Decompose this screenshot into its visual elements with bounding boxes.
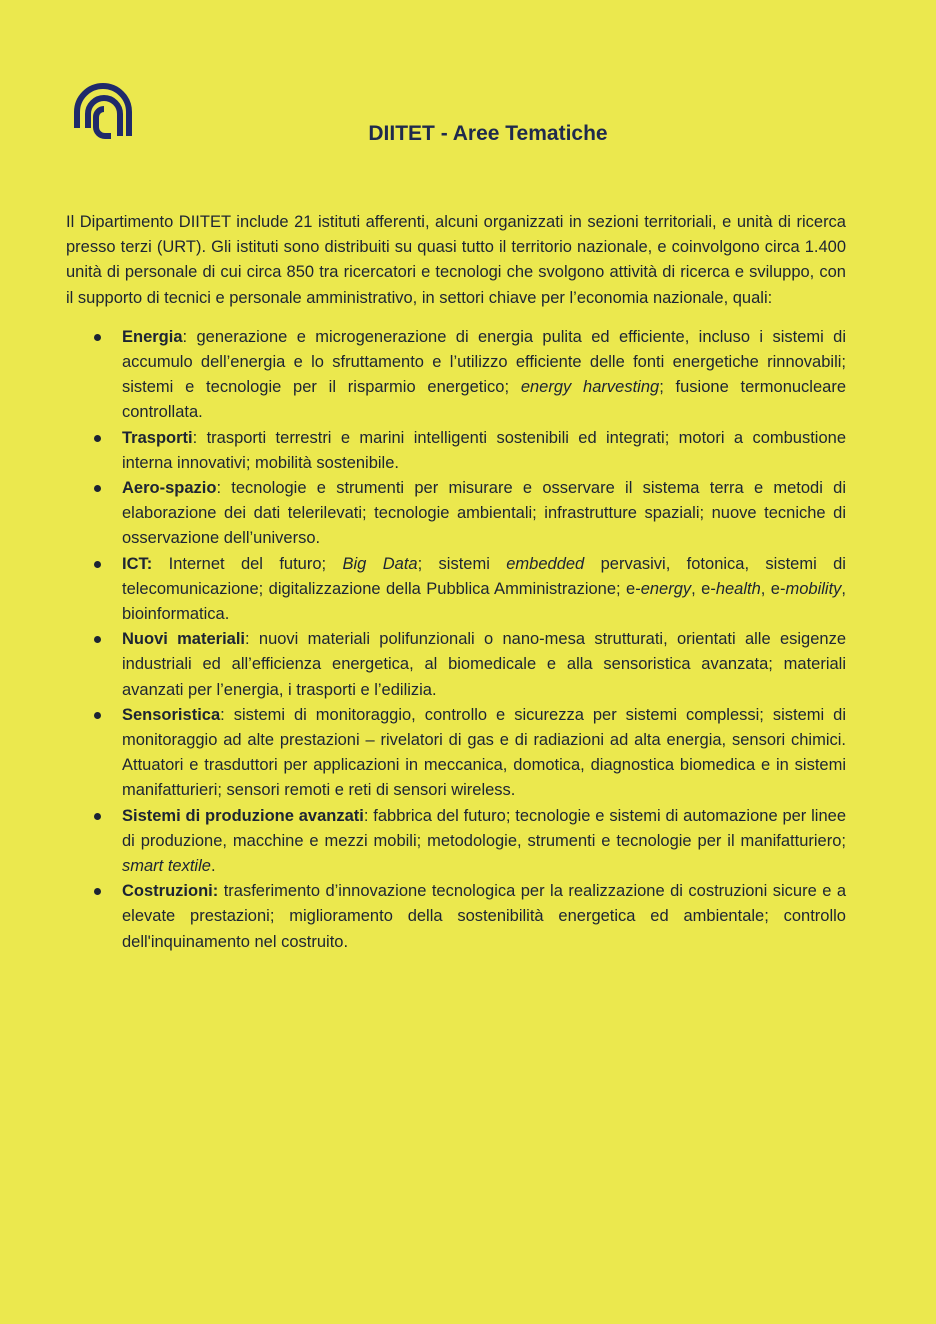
document-body — [66, 210, 846, 955]
list-item-trasporti: Trasporti: trasporti terrestri e marini intelligenti sostenibili ed integrati; motori a combustione interna innovativi; mobilità sostenibile. — [66, 426, 846, 476]
bullet-icon — [94, 712, 101, 719]
list-item-costruzioni: Costruzioni: trasferimento d’innovazione tecnologica per la realizzazione di costruzioni sicure e a elevate prestazioni; miglioramento della sostenibilità energetica ed ambientale; controllo dell'inquinamento nel costruito. — [66, 879, 846, 955]
bullet-icon — [94, 813, 101, 820]
thematic-areas-list — [66, 325, 846, 955]
list-item-nuovi-materiali: Nuovi materiali: nuovi materiali polifunzionali o nano-mesa strutturati, orientati alle esigenze industriali ed all’efficienza energetica, al biomedicale e alla sensoristica avanzata; materiali avanzati per l’energia, i trasporti e l’edilizia. — [66, 627, 846, 703]
list-item-sensoristica: Sensoristica: sistemi di monitoraggio, controllo e sicurezza per sistemi complessi; sistemi di monitoraggio ad alte prestazioni – rivelatori di gas e di radiazioni ad alta energia, sensori chimici. Attuatori e trasduttori per applicazioni in meccanica, domotica, diagnostica biomedica e in sistemi manifatturieri; sensori remoti e reti di sensori wireless. — [66, 703, 846, 804]
bullet-icon — [94, 334, 101, 341]
page-title: DIITET - Aree Tematiche — [368, 122, 608, 145]
bullet-icon — [94, 435, 101, 442]
bullet-icon — [94, 888, 101, 895]
list-item-energia: Energia: generazione e microgenerazione di energia pulita ed efficiente, incluso i sistemi di accumulo dell’energia e lo sfruttamento e l’utilizzo efficiente delle fonti energetiche rinnovabili; sistemi e tecnologie per il risparmio energetico; energy harvesting; fusione termonucleare controllata. — [66, 325, 846, 426]
list-item-sistemi-produzione: Sistemi di produzione avanzati: fabbrica del futuro; tecnologie e sistemi di automazione per linee di produzione, macchine e mezzi mobili; metodologie, strumenti e tecnologie per il manifatturiero; smart textile. — [66, 804, 846, 880]
intro-paragraph: Il Dipartimento DIITET include 21 istituti afferenti, alcuni organizzati in sezioni territoriali, e unità di ricerca presso terzi (URT). Gli istituti sono distribuiti su quasi tutto il territorio nazionale, e coinvolgono circa 1.400 unità di personale di cui circa 850 tra ricercatori e tecnologi che svolgono attività di ricerca e sviluppo, con il supporto di tecnici e personale amministrativo, in settori chiave per l’economia nazionale, quali: — [66, 213, 846, 307]
bullet-icon — [94, 485, 101, 492]
list-item-aero-spazio: Aero-spazio: tecnologie e strumenti per misurare e osservare il sistema terra e metodi di elaborazione dei dati telerilevati; tecnologie ambientali; infrastrutture spaziali; nuove tecniche di osservazione dell’universo. — [66, 476, 846, 552]
bullet-icon — [94, 561, 101, 568]
list-item-ict: ICT: Internet del futuro; Big Data; sistemi embedded pervasivi, fotonica, sistemi di telecomunicazione; digitalizzazione della Pubblica Amministrazione; e-energy, e-health, e-mobility, bioinformatica. — [66, 552, 846, 628]
bullet-icon — [94, 636, 101, 643]
